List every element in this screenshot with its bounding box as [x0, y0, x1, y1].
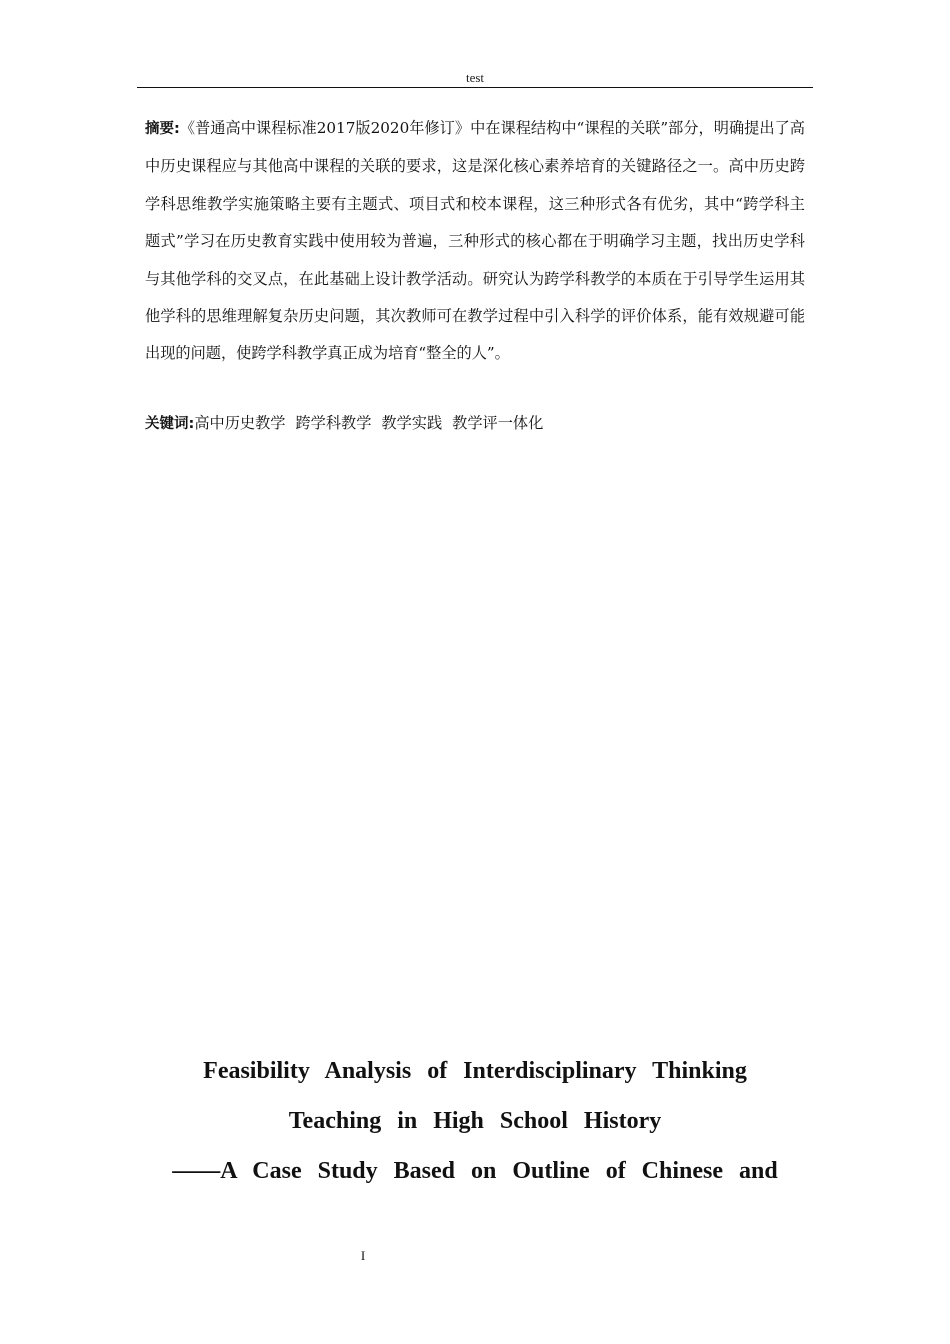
keywords-line — [145, 405, 805, 443]
page-number: I — [360, 1248, 366, 1263]
abstract-body: 《普通高中课程标准2017版2020年修订》中在课程结构中“课程的关联”部分，明确提出了高中历史课程应与其他高中课程的关联的要求，这是深化核心素养培育的关键路径之一。高中历史跨学科思维教学实施策略主要有主题式、项目式和校本课程，这三种形式各有优劣，其中“跨学科主题式”学习在历史教育实践中使用较为普遍，三种形式的核心都在于明确学习主题，找出历史学科与其他学科的交叉点，在此基础上设计教学活动。研究认为跨学科教学的本质在于引导学生运用其他学科的思维理解复杂历史问题，其次教师可在教学过程中引入科学的评价体系，能有效规避可能出现的问题，使跨学科教学真正成为培育“整全的人”。 — [145, 119, 805, 363]
abstract-paragraph — [145, 110, 805, 373]
english-title — [150, 1046, 800, 1196]
keyword-item: 跨学科教学 — [295, 414, 372, 432]
keywords-label: 关键词: — [145, 416, 195, 432]
english-title-line-2: Teaching in High School History — [288, 1108, 662, 1134]
running-header: test — [465, 70, 485, 85]
keyword-item: 教学实践 — [381, 414, 443, 432]
keyword-item: 高中历史教学 — [194, 414, 286, 432]
header-rule — [137, 87, 813, 88]
english-title-line-1: Feasibility Analysis of Interdisciplinary Thinking — [203, 1058, 747, 1084]
abstract-label: 摘要: — [145, 121, 180, 137]
english-title-line-3: ——A Case Study Based on Outline of Chinese and — [172, 1158, 778, 1184]
keyword-item: 教学评一体化 — [452, 414, 544, 432]
